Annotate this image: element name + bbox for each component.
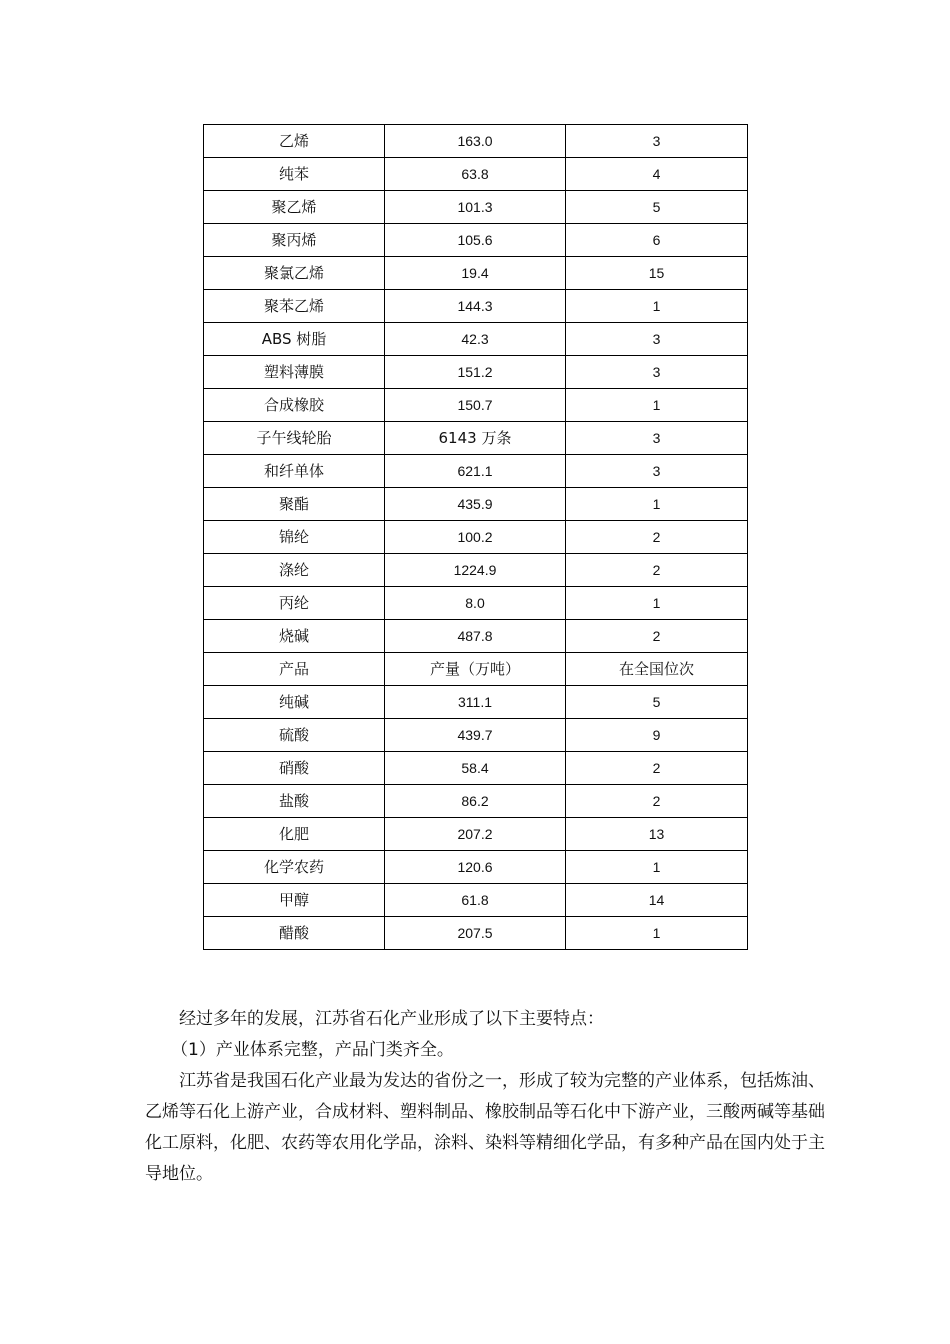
cell-product: 盐酸	[204, 785, 385, 818]
cell-product: 聚丙烯	[204, 224, 385, 257]
cell-product: 醋酸	[204, 917, 385, 950]
table-row	[204, 884, 748, 917]
cell-output: 621.1	[385, 455, 566, 488]
table-row	[204, 686, 748, 719]
cell-rank: 13	[566, 818, 748, 851]
cell-output: 100.2	[385, 521, 566, 554]
cell-rank: 3	[566, 125, 748, 158]
cell-product: 硝酸	[204, 752, 385, 785]
cell-output: 435.9	[385, 488, 566, 521]
cell-rank: 15	[566, 257, 748, 290]
cell-product: 纯苯	[204, 158, 385, 191]
table-row	[204, 125, 748, 158]
cell-product: 丙纶	[204, 587, 385, 620]
cell-product: 涤纶	[204, 554, 385, 587]
table-row	[204, 818, 748, 851]
cell-product: ABS 树脂	[204, 323, 385, 356]
table-row	[204, 158, 748, 191]
table-row	[204, 851, 748, 884]
header-product: 产品	[204, 653, 385, 686]
cell-output: 61.8	[385, 884, 566, 917]
table-row	[204, 554, 748, 587]
cell-output: 63.8	[385, 158, 566, 191]
cell-output: 1224.9	[385, 554, 566, 587]
cell-rank: 1	[566, 587, 748, 620]
cell-rank: 4	[566, 158, 748, 191]
cell-product: 锦纶	[204, 521, 385, 554]
cell-product: 硫酸	[204, 719, 385, 752]
cell-output: 120.6	[385, 851, 566, 884]
intro-paragraph: 经过多年的发展，江苏省石化产业形成了以下主要特点：	[179, 1009, 604, 1029]
cell-rank: 2	[566, 785, 748, 818]
cell-rank: 14	[566, 884, 748, 917]
header-output: 产量（万吨）	[385, 653, 566, 686]
cell-output: 58.4	[385, 752, 566, 785]
table-row	[204, 257, 748, 290]
cell-output: 42.3	[385, 323, 566, 356]
table-body	[204, 125, 748, 950]
cell-output: 150.7	[385, 389, 566, 422]
table-row	[204, 356, 748, 389]
cell-product: 乙烯	[204, 125, 385, 158]
cell-rank: 5	[566, 191, 748, 224]
point-1-heading: （1）产业体系完整，产品门类齐全。	[171, 1040, 454, 1060]
table-row	[204, 323, 748, 356]
cell-rank: 2	[566, 752, 748, 785]
cell-rank: 1	[566, 851, 748, 884]
cell-product: 聚氯乙烯	[204, 257, 385, 290]
cell-product: 烧碱	[204, 620, 385, 653]
cell-product: 和纤单体	[204, 455, 385, 488]
cell-product: 聚乙烯	[204, 191, 385, 224]
table-row	[204, 488, 748, 521]
cell-output: 311.1	[385, 686, 566, 719]
table-row	[204, 455, 748, 488]
table-row	[204, 191, 748, 224]
table-row	[204, 587, 748, 620]
table-row	[204, 389, 748, 422]
table-row	[204, 917, 748, 950]
cell-output: 439.7	[385, 719, 566, 752]
product-output-table	[203, 124, 748, 950]
table-row	[204, 620, 748, 653]
cell-rank: 1	[566, 488, 748, 521]
cell-rank: 3	[566, 323, 748, 356]
cell-rank: 2	[566, 620, 748, 653]
table-row	[204, 224, 748, 257]
table-row	[204, 422, 748, 455]
table-row	[204, 752, 748, 785]
cell-rank: 3	[566, 455, 748, 488]
cell-rank: 3	[566, 422, 748, 455]
cell-rank: 1	[566, 290, 748, 323]
cell-output: 163.0	[385, 125, 566, 158]
cell-product: 纯碱	[204, 686, 385, 719]
cell-output: 487.8	[385, 620, 566, 653]
cell-rank: 2	[566, 554, 748, 587]
cell-rank: 9	[566, 719, 748, 752]
cell-product: 化肥	[204, 818, 385, 851]
table-header-row	[204, 653, 748, 686]
cell-product: 甲醇	[204, 884, 385, 917]
table-row	[204, 290, 748, 323]
cell-output: 8.0	[385, 587, 566, 620]
cell-output: 86.2	[385, 785, 566, 818]
cell-output: 151.2	[385, 356, 566, 389]
cell-output: 105.6	[385, 224, 566, 257]
cell-output: 207.5	[385, 917, 566, 950]
cell-rank: 6	[566, 224, 748, 257]
cell-rank: 1	[566, 389, 748, 422]
point-1-paragraph: 江苏省是我国石化产业最为发达的省份之一，形成了较为完整的产业体系，包括炼油、乙烯等石化上游产业，合成材料、塑料制品、橡胶制品等石化中下游产业，三酸两碱等基础化工原料，化肥、农药等农用化学品，涂料、染料等精细化学品，有多种产品在国内处于主导地位。	[145, 1071, 825, 1184]
cell-product: 聚酯	[204, 488, 385, 521]
header-rank: 在全国位次	[566, 653, 748, 686]
cell-product: 塑料薄膜	[204, 356, 385, 389]
cell-rank: 5	[566, 686, 748, 719]
cell-output: 6143 万条	[385, 422, 566, 455]
cell-product: 聚苯乙烯	[204, 290, 385, 323]
cell-output: 101.3	[385, 191, 566, 224]
cell-product: 合成橡胶	[204, 389, 385, 422]
cell-product: 子午线轮胎	[204, 422, 385, 455]
cell-output: 207.2	[385, 818, 566, 851]
cell-rank: 1	[566, 917, 748, 950]
cell-rank: 2	[566, 521, 748, 554]
cell-product: 化学农药	[204, 851, 385, 884]
body-text	[145, 1004, 825, 1190]
cell-output: 19.4	[385, 257, 566, 290]
cell-output: 144.3	[385, 290, 566, 323]
table-row	[204, 521, 748, 554]
table-row	[204, 785, 748, 818]
cell-rank: 3	[566, 356, 748, 389]
table-row	[204, 719, 748, 752]
